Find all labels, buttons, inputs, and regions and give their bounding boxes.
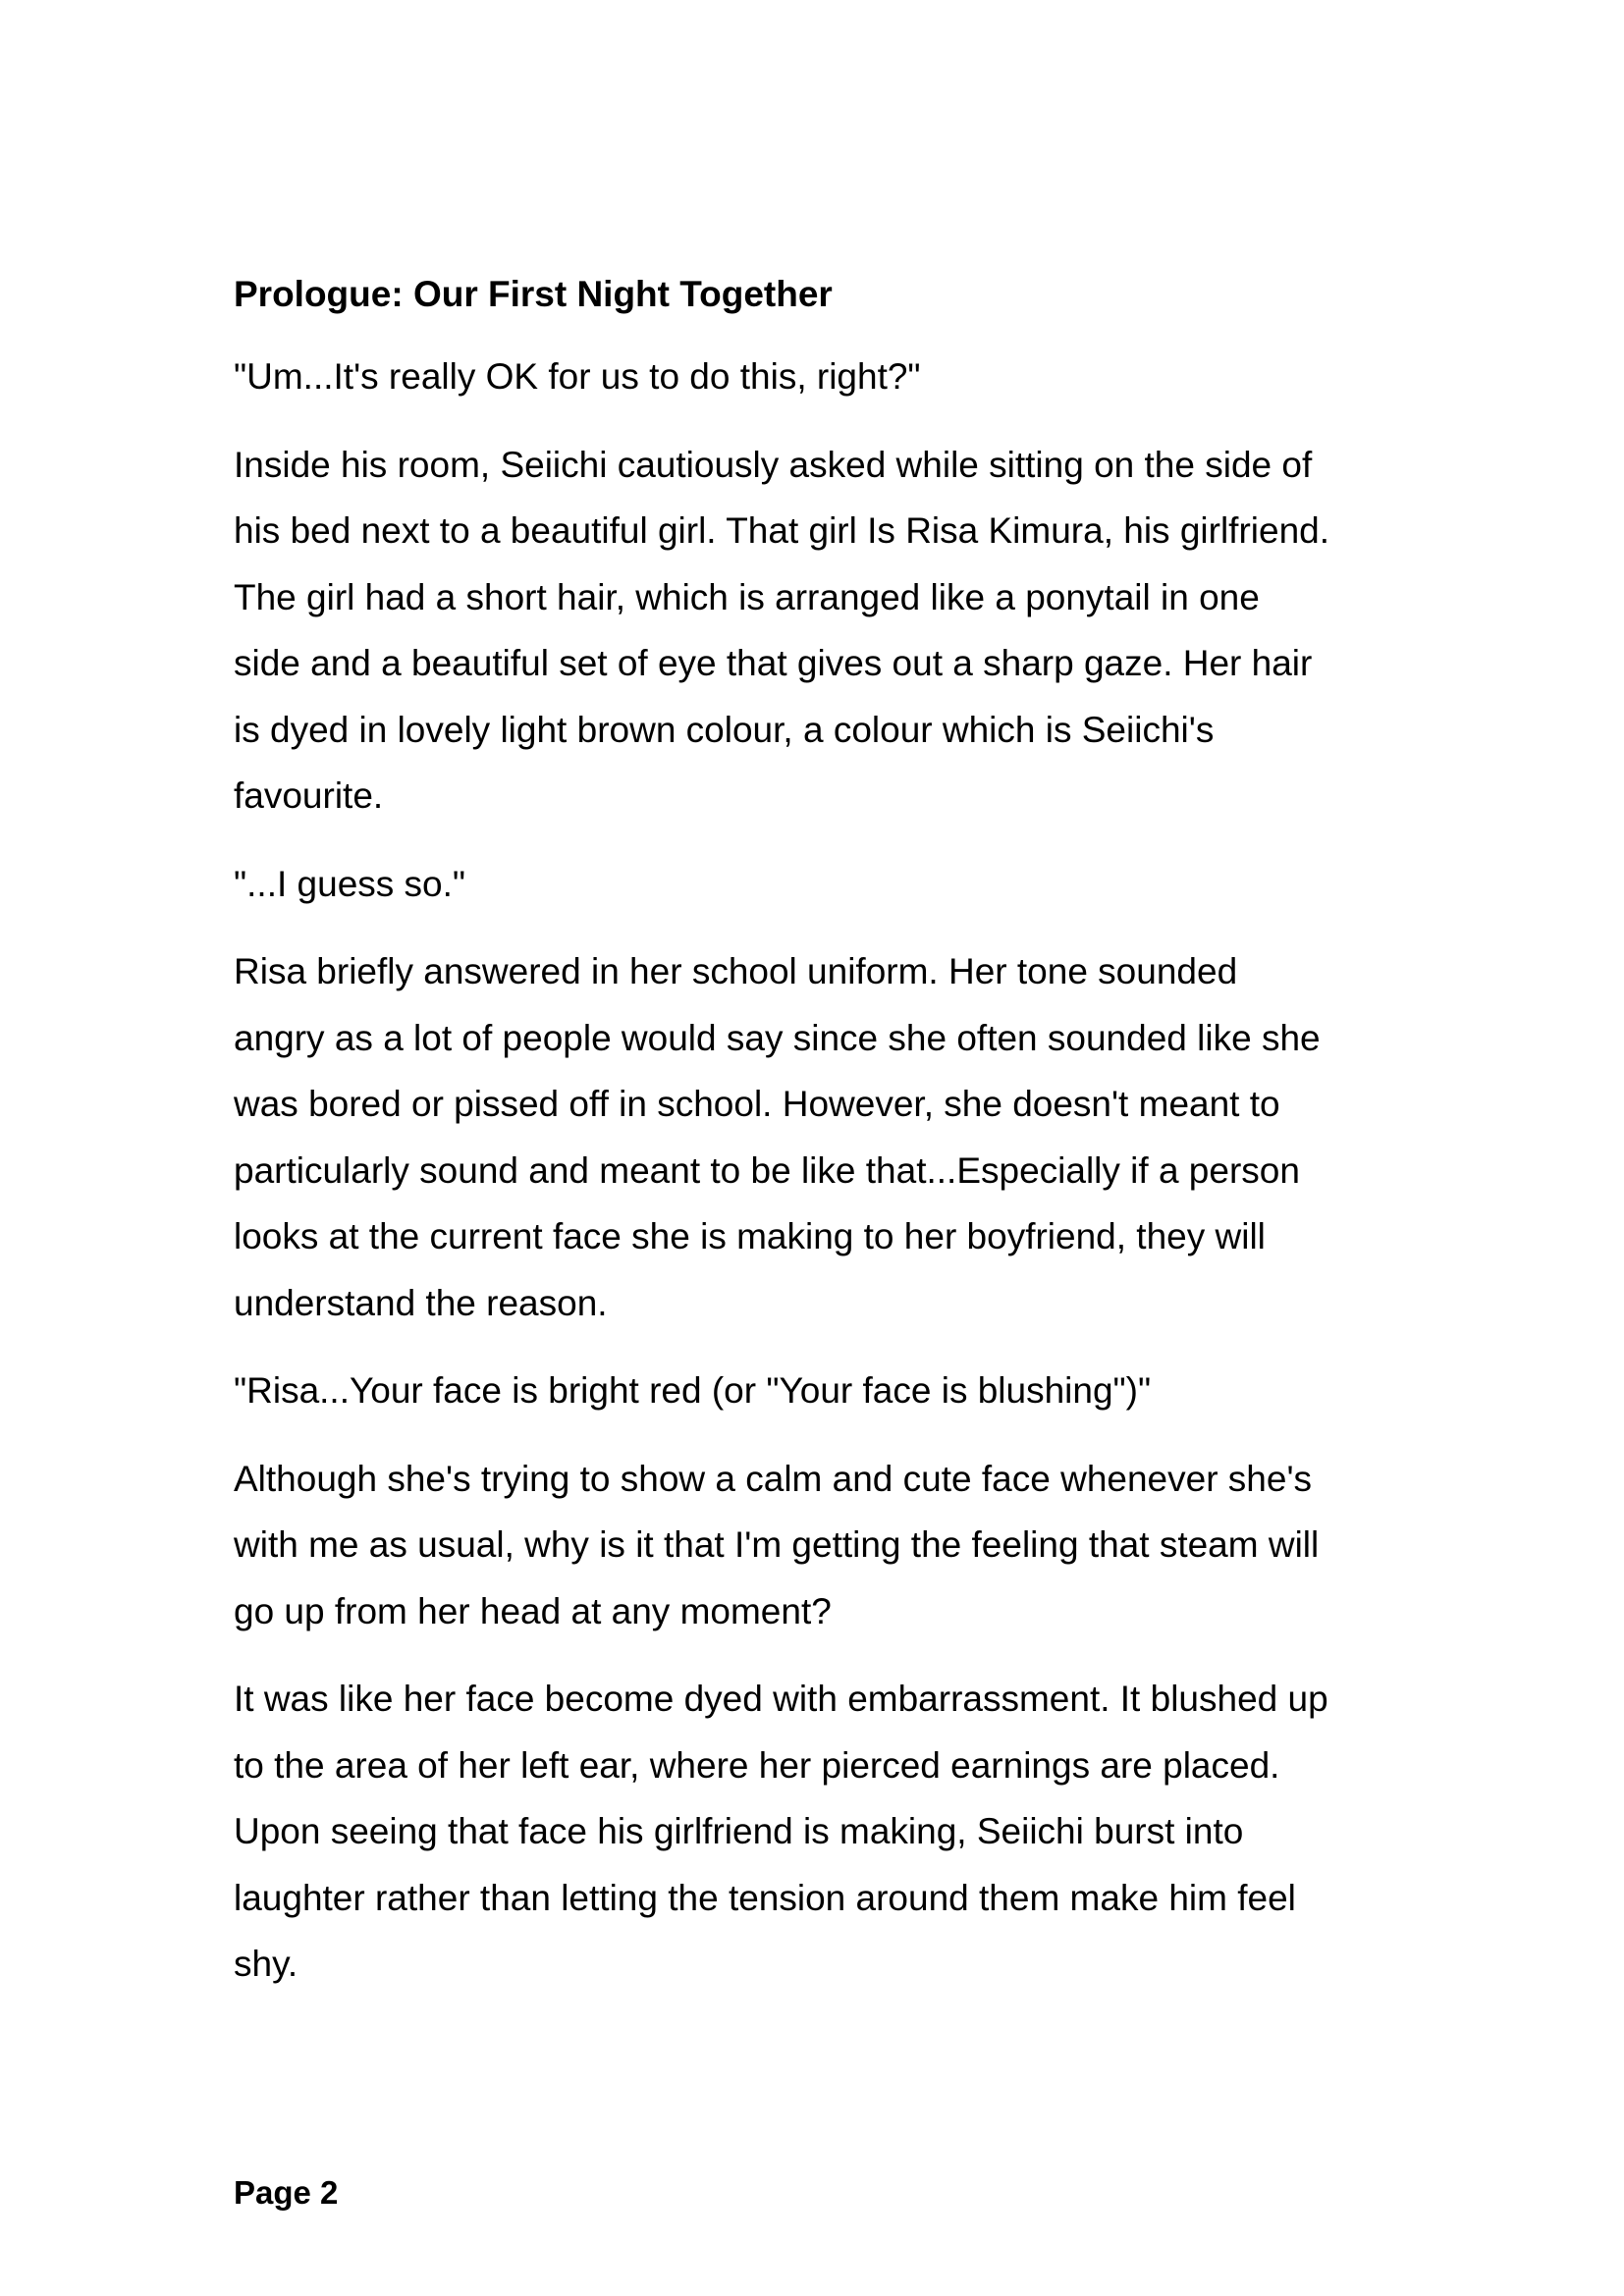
text-line: Inside his room, Seiichi cautiously asked while sitting on the side of — [234, 444, 1313, 485]
paragraph — [234, 938, 1412, 1336]
text-line: Although she's trying to show a calm and cute face whenever she's — [234, 1458, 1313, 1499]
text-line: was bored or pissed off in school. However, she doesn't meant to — [234, 1084, 1280, 1124]
text-line: shy. — [234, 1944, 298, 1984]
text-line: to the area of her left ear, where her pierced earnings are placed. — [234, 1744, 1280, 1786]
text-line: go up from her head at any moment? — [234, 1590, 832, 1631]
text-line: Upon seeing that face his girlfriend is making, Seiichi burst into — [234, 1811, 1244, 1851]
chapter-title: Prologue: Our First Night Together — [234, 274, 833, 314]
paragraph — [234, 1666, 1412, 1998]
document-body — [234, 263, 1412, 2019]
text-line: his bed next to a beautiful girl. That girl Is Risa Kimura, his girlfriend. — [234, 510, 1329, 551]
text-line: particularly sound and meant to be like that...Especially if a person — [234, 1149, 1300, 1191]
text-line: understand the reason. — [234, 1282, 608, 1323]
text-line: laughter rather than letting the tension around them make him feel — [234, 1877, 1296, 1918]
paragraph — [234, 1358, 1412, 1424]
text-line: is dyed in lovely light brown colour, a colour which is Seiichi's — [234, 709, 1215, 750]
page-number: Page 2 — [234, 2174, 339, 2211]
paragraph — [234, 432, 1412, 829]
text-line: "Risa...Your face is bright red (or "Your face is blushing")" — [234, 1370, 1152, 1411]
text-line: Risa briefly answered in her school uniform. Her tone sounded — [234, 951, 1238, 991]
text-line: favourite. — [234, 775, 384, 816]
text-line: looks at the current face she is making to her boyfriend, they will — [234, 1216, 1266, 1256]
paragraph — [234, 851, 1412, 918]
text-line: "Um...It's really OK for us to do this, right?" — [234, 356, 921, 397]
paragraph — [234, 344, 1412, 410]
paragraph — [234, 1446, 1412, 1645]
text-line: It was like her face become dyed with embarrassment. It blushed up — [234, 1679, 1328, 1719]
text-line: with me as usual, why is it that I'm getting the feeling that steam will — [234, 1524, 1320, 1565]
text-line: angry as a lot of people would say since she often sounded like she — [234, 1017, 1321, 1058]
text-line: side and a beautiful set of eye that gives out a sharp gaze. Her hair — [234, 643, 1313, 683]
text-line: The girl had a short hair, which is arranged like a ponytail in one — [234, 576, 1260, 617]
text-line: "...I guess so." — [234, 863, 466, 904]
